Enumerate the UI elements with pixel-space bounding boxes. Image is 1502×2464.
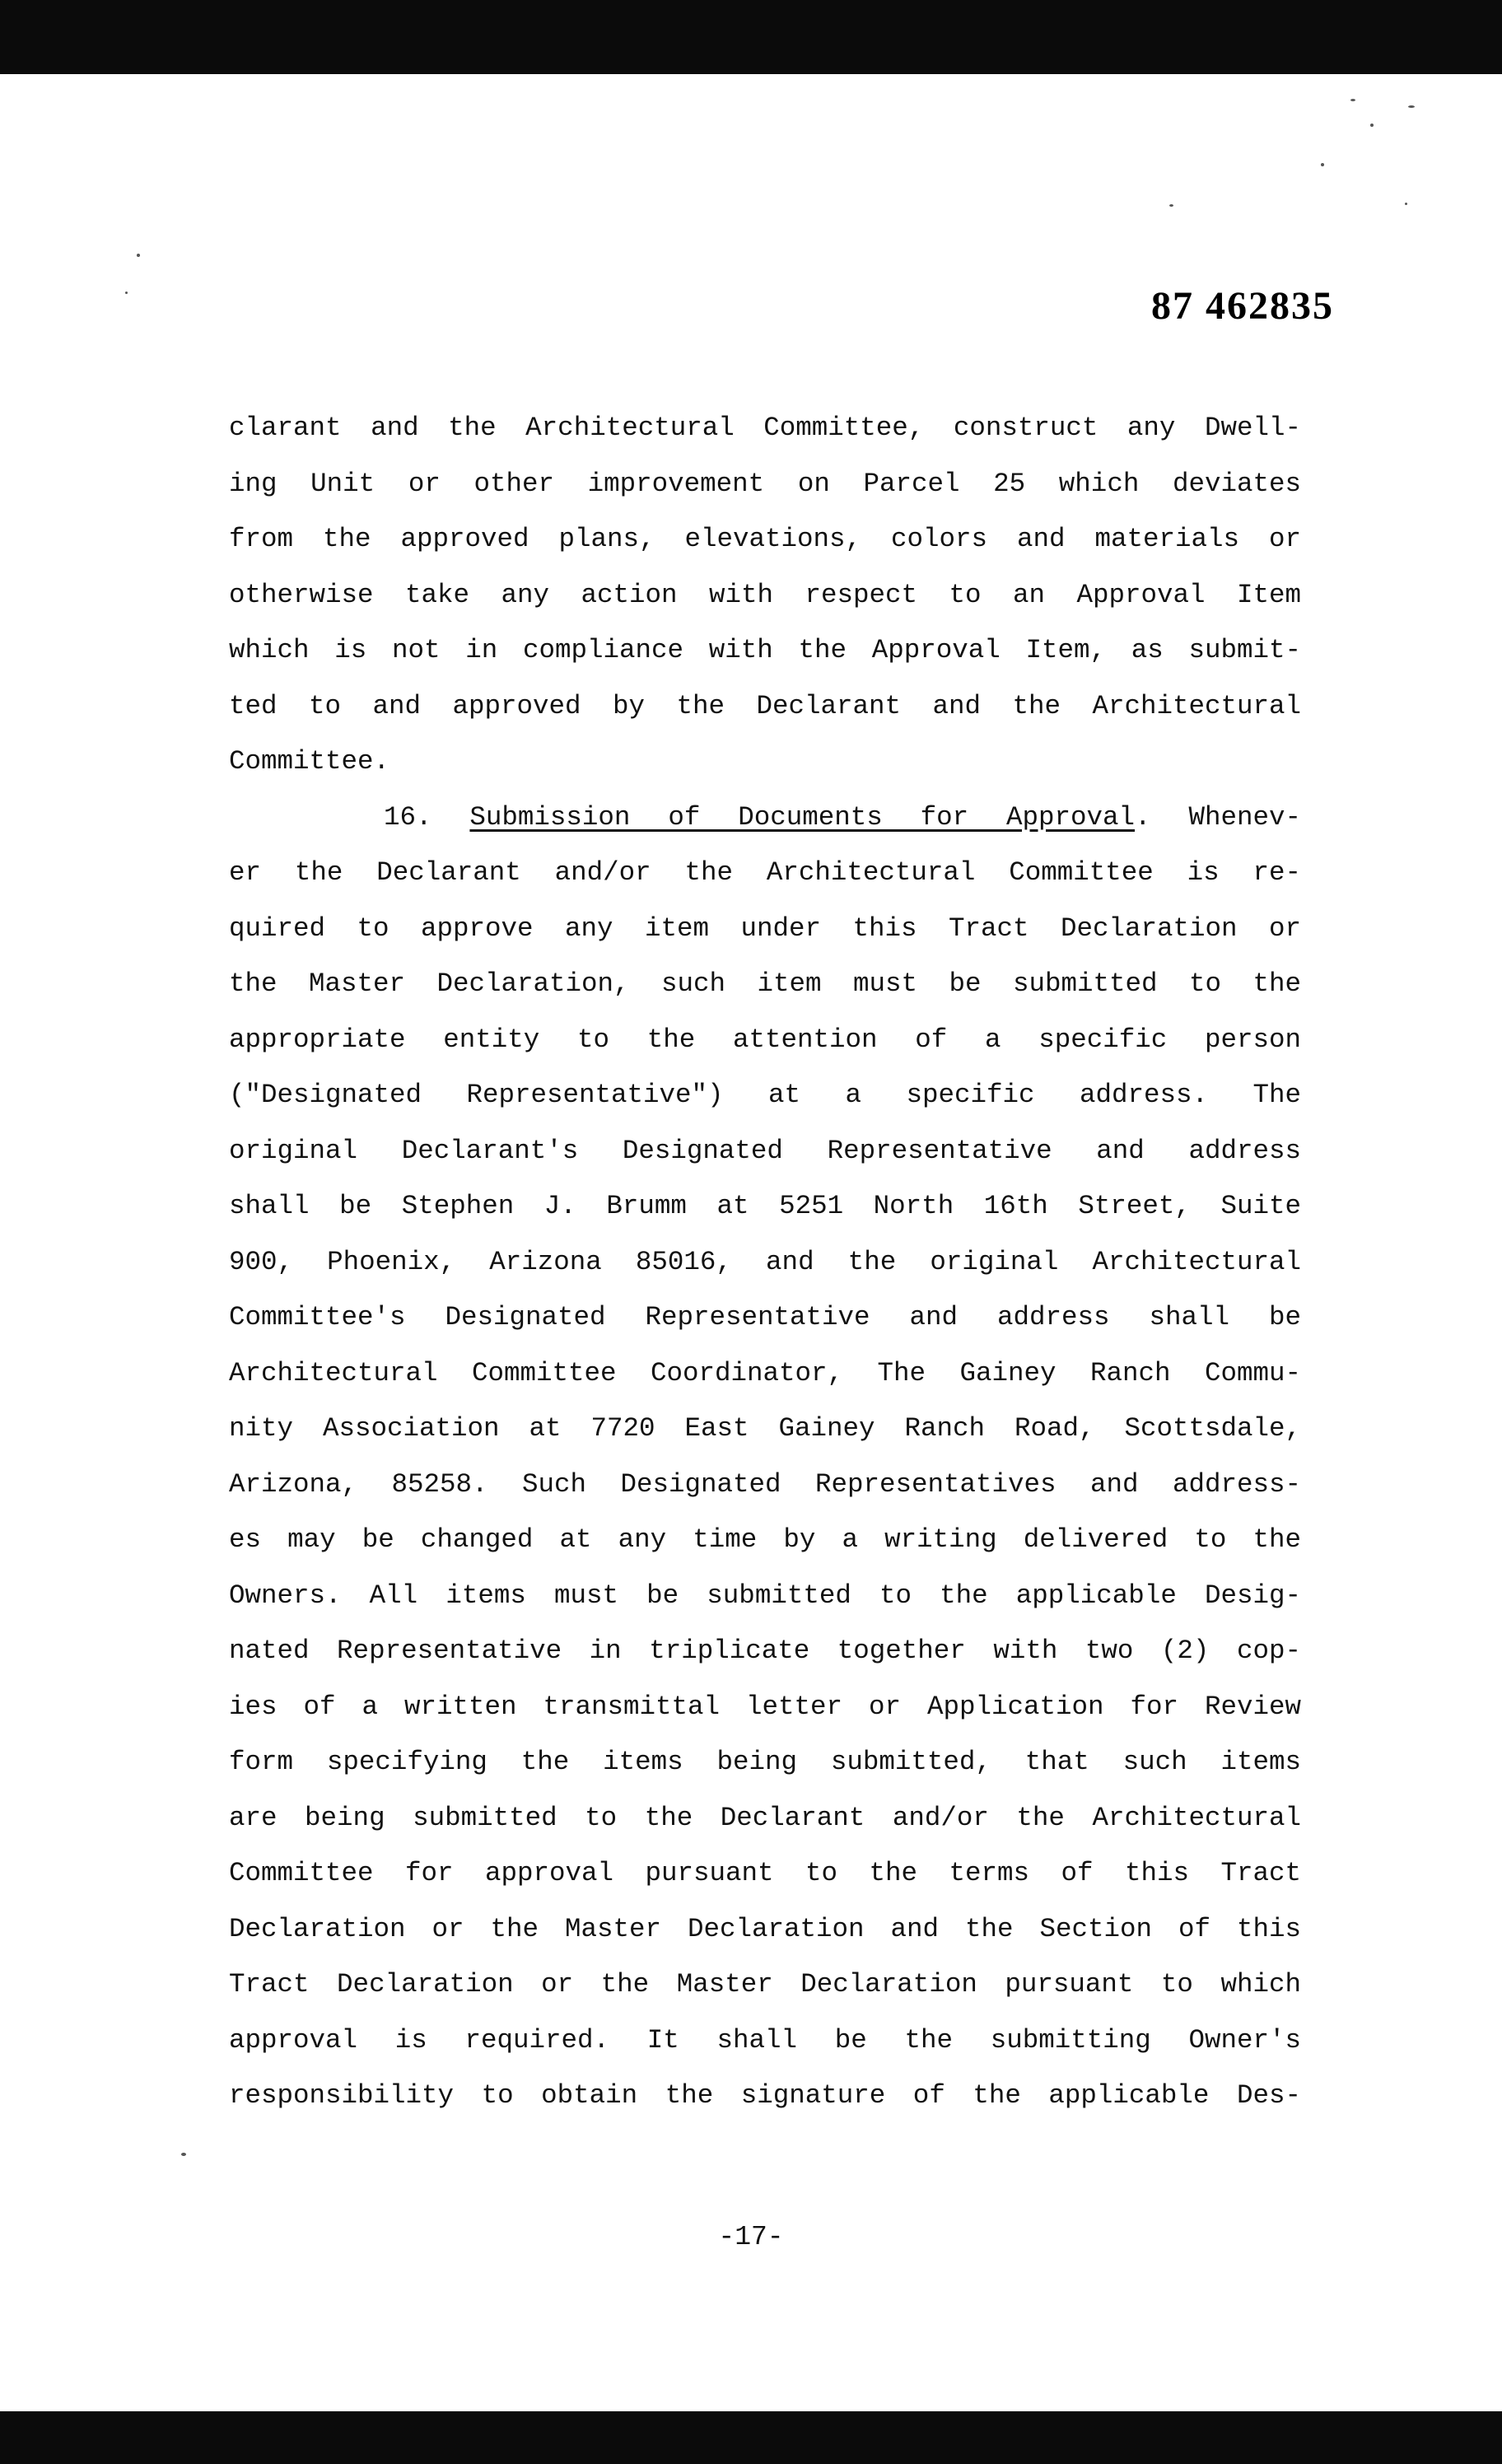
section-heading-line bbox=[229, 790, 1301, 846]
recording-number: 87 462835 bbox=[1151, 284, 1334, 328]
text-line: ("Designated Representative") at a specific address. The bbox=[229, 1080, 1301, 1110]
text-line: responsibility to obtain the signature of the applicable Des- bbox=[229, 2080, 1301, 2111]
text-line: Tract Declaration or the Master Declaration pursuant to which bbox=[229, 1969, 1301, 2000]
text-line: Arizona, 85258. Such Designated Representatives and address- bbox=[229, 1468, 1301, 1500]
scan-speck bbox=[1169, 204, 1173, 207]
text-line: er the Declarant and/or the Architectural Committee is re- bbox=[229, 857, 1301, 888]
scan-border-bottom bbox=[0, 2411, 1502, 2464]
page-number: -17- bbox=[718, 2222, 784, 2252]
text-line: clarant and the Architectural Committee, construct any Dwell- bbox=[229, 413, 1301, 443]
section-lead-in: Whenev- bbox=[1188, 801, 1301, 833]
text-line: Committee. bbox=[229, 746, 390, 777]
scan-speck bbox=[137, 254, 140, 257]
text-line: are being submitted to the Declarant and/or the Architectural bbox=[229, 1802, 1301, 1833]
scan-speck bbox=[1408, 105, 1415, 108]
scan-speck bbox=[1405, 203, 1407, 205]
text-line: nity Association at 7720 East Gainey Ranch Road, Scottsdale, bbox=[229, 1413, 1301, 1444]
scan-speck bbox=[1370, 124, 1374, 127]
section-number: 16. bbox=[384, 801, 432, 833]
text-line: Architectural Committee Coordinator, The Gainey Ranch Commu- bbox=[229, 1357, 1301, 1388]
text-line: form specifying the items being submitted, that such items bbox=[229, 1747, 1301, 1777]
scan-speck bbox=[125, 292, 128, 294]
text-line: ies of a written transmittal letter or Application for Review bbox=[229, 1691, 1301, 1722]
text-line: original Declarant's Designated Representative and address bbox=[229, 1135, 1301, 1166]
text-line: 900, Phoenix, Arizona 85016, and the original Architectural bbox=[229, 1246, 1301, 1277]
text-line: otherwise take any action with respect to an Approval Item bbox=[229, 579, 1301, 610]
text-line: which is not in compliance with the Approval Item, as submit- bbox=[229, 635, 1301, 665]
section-heading: Submission of Documents for Approval bbox=[469, 801, 1136, 833]
text-line: Committee for approval pursuant to the terms of this Tract bbox=[229, 1858, 1301, 1888]
scan-speck bbox=[1350, 99, 1355, 101]
text-line: quired to approve any item under this Tract Declaration or bbox=[229, 912, 1301, 944]
text-line: nated Representative in triplicate together with two (2) cop- bbox=[229, 1636, 1301, 1666]
scan-speck bbox=[181, 2153, 186, 2156]
text-line: from the approved plans, elevations, colors and materials or bbox=[229, 524, 1301, 554]
text-line: ted to and approved by the Declarant and the Architectural bbox=[229, 690, 1301, 721]
scan-speck bbox=[1321, 163, 1324, 166]
text-line: the Master Declaration, such item must be submitted to the bbox=[229, 968, 1301, 999]
text-line: Declaration or the Master Declaration and the Section of this bbox=[229, 1913, 1301, 1944]
text-line: es may be changed at any time by a writing delivered to the bbox=[229, 1524, 1301, 1555]
text-line: ing Unit or other improvement on Parcel 25 which deviates bbox=[229, 468, 1301, 499]
body-text bbox=[229, 400, 1301, 2124]
text-line: shall be Stephen J. Brumm at 5251 North 16th Street, Suite bbox=[229, 1191, 1301, 1221]
text-line: Owners. All items must be submitted to the applicable Desig- bbox=[229, 1580, 1301, 1611]
text-line: appropriate entity to the attention of a specific person bbox=[229, 1024, 1301, 1055]
text-line: approval is required. It shall be the submitting Owner's bbox=[229, 2024, 1301, 2056]
text-line: Committee's Designated Representative and address shall be bbox=[229, 1302, 1301, 1332]
scan-border-top bbox=[0, 0, 1502, 74]
heading-period: . bbox=[1135, 801, 1151, 833]
